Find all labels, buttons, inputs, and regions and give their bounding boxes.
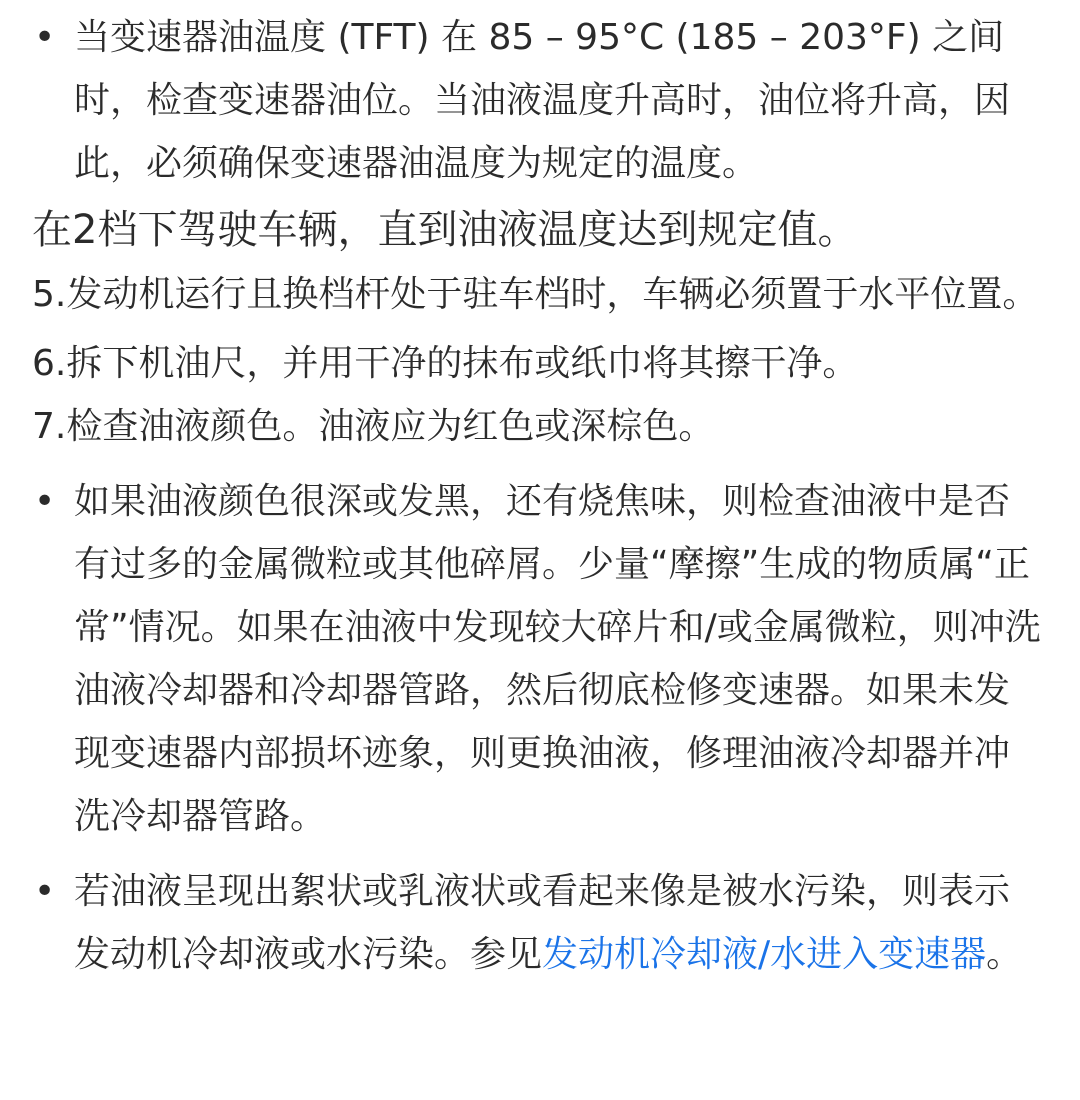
step-6: [32, 332, 1044, 395]
bullet-icon: •: [34, 17, 56, 58]
drive-instruction: [32, 197, 1044, 263]
step-text: 7.检查油液颜色。油液应为红色或深棕色。: [32, 406, 715, 447]
paragraph-text-after: 。: [986, 934, 1023, 975]
paragraph-text-before: 若油液呈现出絮状或乳液状或看起来像是被水污染，则表示发动机冷却液或水污染。参见: [74, 871, 1011, 975]
step-text: 5.发动机运行且换档杆处于驻车档时，车辆必须置于水平位置。: [32, 274, 1039, 315]
bullet-paragraph-tft: [32, 6, 1044, 195]
step-7: [32, 395, 1044, 458]
paragraph-text: 在2档下驾驶车辆，直到油液温度达到规定值。: [32, 207, 858, 253]
step-5: [32, 263, 1044, 326]
paragraph-text: 当变速器油温度 (TFT) 在 85 – 95°C (185 – 203°F) 之间时，检查变速器油位。当油液温度升高时，油位将升高，因此，必须确保变速器油温度为规定的温度。: [74, 17, 1011, 184]
bullet-paragraph-color: [32, 470, 1044, 848]
coolant-water-link[interactable]: 发动机冷却液/水进入变速器: [542, 934, 987, 975]
paragraph-text: 如果油液颜色很深或发黑，还有烧焦味，则检查油液中是否有过多的金属微粒或其他碎屑。少量“摩擦”生成的物质属“正常”情况。如果在油液中发现较大碎片和/或金属微粒，则冲洗油液冷却器和冷却器管路，然后彻底检修变速器。如果未发现变速器内部损坏迹象，则更换油液，修理油液冷却器并冲洗冷却器管路。: [74, 481, 1041, 837]
bullet-paragraph-water: [32, 860, 1044, 986]
step-text: 6.拆下机油尺，并用干净的抹布或纸巾将其擦干净。: [32, 343, 859, 384]
paragraph-text: [74, 860, 1044, 986]
bullet-icon: •: [34, 481, 56, 522]
bullet-icon: •: [34, 871, 56, 912]
